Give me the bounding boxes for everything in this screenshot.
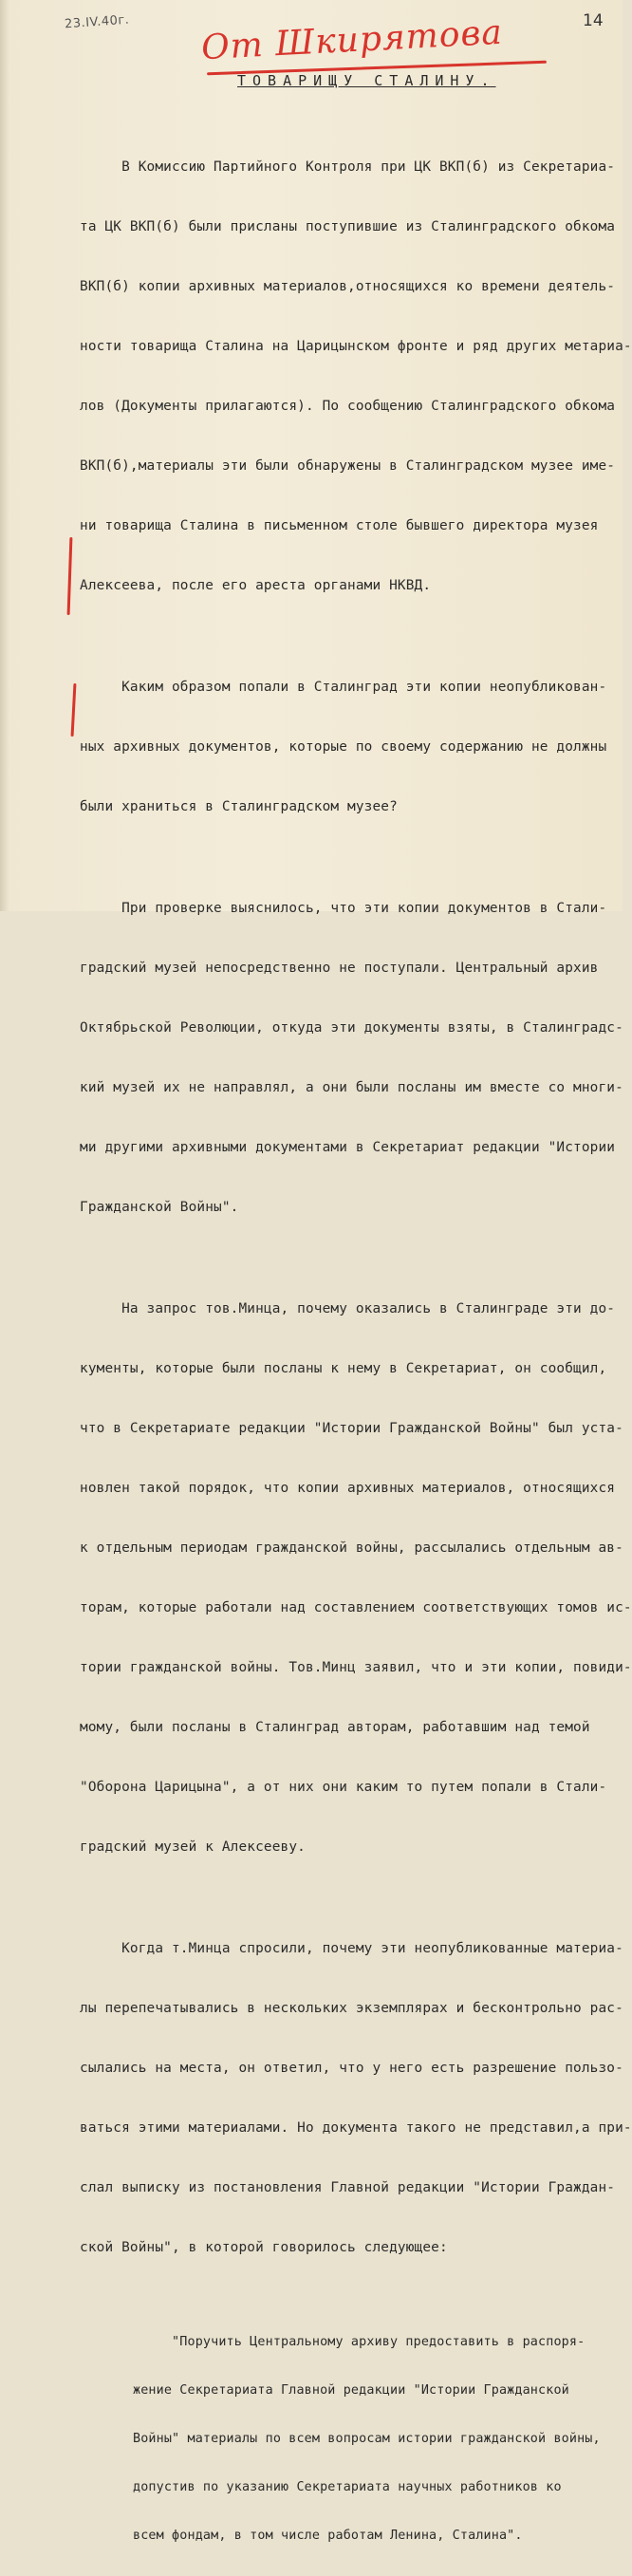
paragraph: [80, 1260, 632, 1897]
text-line: ВКП(б) копии архивных материалов,относящихся ко времени деятель-: [80, 279, 616, 294]
quote-line: Войны" материалы по всем вопросам истории гражданской войны,: [133, 2432, 601, 2446]
text-line: тории гражданской войны. Тов.Минц заявил, что и эти копии, повиди-: [80, 1660, 632, 1675]
addressee-heading: ТОВАРИЩУ СТАЛИНУ.: [237, 72, 496, 89]
paper-edge-shadow: [0, 0, 9, 911]
text-line: Гражданской Войны".: [80, 1200, 239, 1215]
quote-line: жение Секретариата Главной редакции "Истории Гражданской: [133, 2383, 569, 2398]
text-line: кий музей их не направлял, а они были посланы им вместе со многи-: [80, 1080, 623, 1095]
text-line: ных архивных документов, которые по своему содержанию не должны: [80, 739, 607, 755]
text-line: лы перепечатывались в нескольких экземплярах и бесконтрольно рас-: [80, 2001, 623, 2016]
text-line: торам, которые работали над составлением соответствующих томов ис-: [80, 1600, 632, 1615]
text-line: Алексеева, после его ареста органами НКВД.: [80, 578, 432, 593]
quote-line: "Поручить Центральному архиву предоставить в распоря-: [133, 2335, 586, 2349]
text-line: ми другими архивными документами в Секретариат редакции "Истории: [80, 1140, 616, 1155]
text-line: ваться этими материалами. Но документа такого не представил,а при-: [80, 2120, 632, 2136]
text-line: Когда т.Минца спросили, почему эти неопубликованные материа-: [80, 1941, 623, 1956]
quote-line: допустив по указанию Секретариата научных работников ко: [133, 2480, 562, 2494]
paragraph: [80, 1899, 632, 2298]
text-line: сылались на места, он ответил, что у него есть разрешение пользо-: [80, 2061, 623, 2076]
text-line: что в Секретариате редакции "Истории Гражданской Войны" был уста-: [80, 1421, 623, 1436]
text-line: слал выписку из постановления Главной редакции "Истории Граждан-: [80, 2180, 616, 2195]
text-line: градский музей непосредственно не поступали. Центральный архив: [80, 961, 599, 976]
paragraph: [80, 638, 607, 857]
text-line: мому, были посланы в Сталинград авторам, работавшим над темой: [80, 1720, 590, 1735]
quoted-resolution: [133, 2302, 601, 2576]
text-line: ни товарища Сталина в письменном столе бывшего директора музея: [80, 518, 599, 533]
letter-body: [80, 118, 632, 2576]
text-line: При проверке выяснилось, что эти копии документов в Стали-: [80, 901, 607, 916]
text-line: ВКП(б),материалы эти были обнаружены в Сталинградском музее име-: [80, 458, 616, 474]
text-line: Каким образом попали в Сталинград эти копии неопубликован-: [80, 680, 607, 695]
handwritten-resolution: От Шкирятова: [200, 12, 504, 68]
text-line: к отдельным периодам гражданской войны, рассылались отдельным ав-: [80, 1540, 623, 1556]
margin-mark: [71, 683, 77, 737]
text-line: лов (Документы прилагаются). По сообщению Сталинградского обкома: [80, 399, 616, 414]
text-line: градский музей к Алексееву.: [80, 1839, 306, 1855]
text-line: ности товарища Сталина на Царицынском фронте и ряд других метариа-: [80, 339, 632, 354]
paragraph: [80, 118, 632, 636]
quote-line: всем фондам, в том числе работам Ленина, Сталина".: [133, 2529, 523, 2543]
paragraph: [80, 859, 623, 1258]
text-line: Октябрьской Революции, откуда эти документы взяты, в Сталинградс-: [80, 1020, 623, 1036]
date-stamp: 23.IV.40г.: [64, 12, 130, 32]
text-line: та ЦК ВКП(б) были присланы поступившие из Сталинградского обкома: [80, 219, 616, 234]
text-line: На запрос тов.Минца, почему оказались в Сталинграде эти до-: [80, 1301, 616, 1316]
text-line: В Комиссию Партийного Контроля при ЦК ВКП(б) из Секретариа-: [80, 159, 616, 175]
margin-mark: [67, 537, 73, 615]
page-number: 14: [583, 11, 604, 30]
text-line: новлен такой порядок, что копии архивных материалов, относящихся: [80, 1481, 616, 1496]
text-line: были храниться в Сталинградском музее?: [80, 799, 398, 814]
text-line: ской Войны", в которой говорилось следующее:: [80, 2240, 448, 2255]
text-line: "Оборона Царицына", а от них они каким то путем попали в Стали-: [80, 1780, 607, 1795]
text-line: кументы, которые были посланы к нему в Секретариат, он сообщил,: [80, 1361, 607, 1376]
